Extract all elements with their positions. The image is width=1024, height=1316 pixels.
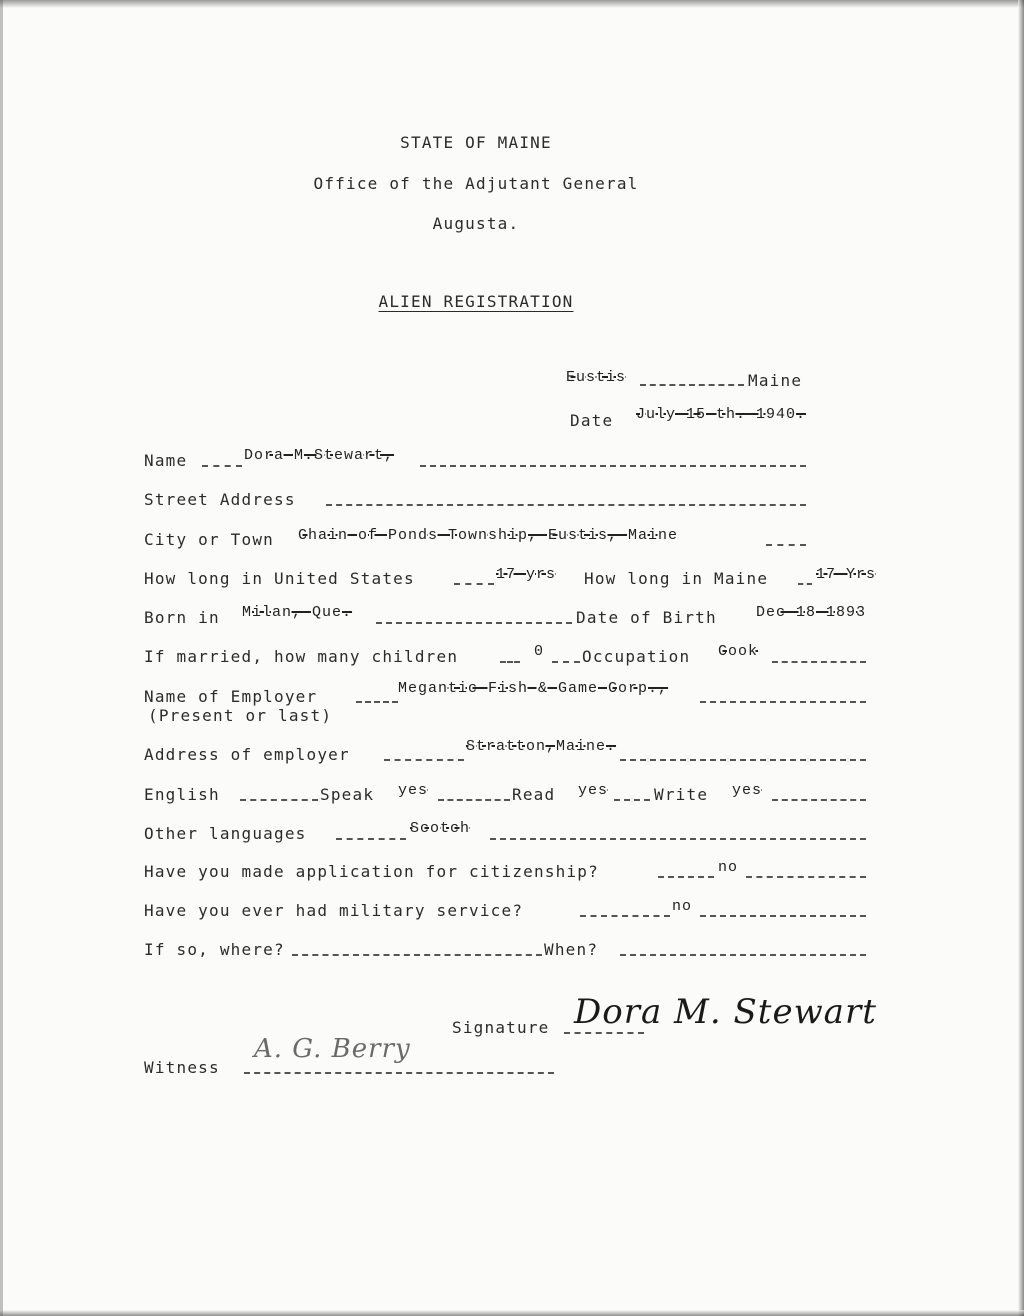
- where-dashes: [292, 954, 542, 956]
- read-label: Read: [512, 785, 556, 804]
- employer-sublabel: (Present or last): [148, 706, 333, 725]
- employer-dashes-b: [700, 701, 866, 703]
- maine-years-label: How long in Maine: [584, 569, 769, 588]
- city-dashes: [766, 544, 806, 546]
- children-dashes-a: [500, 661, 520, 663]
- read-value: yes: [578, 782, 609, 799]
- name-dashes-a: [202, 465, 242, 467]
- header-city: Augusta.: [432, 214, 520, 233]
- languages-dashes-a: [336, 838, 406, 840]
- dob-label: Date of Birth: [576, 608, 717, 627]
- citizenship-dashes-b: [746, 876, 866, 878]
- citizenship-value: no: [718, 859, 739, 876]
- speak-dashes: [438, 799, 510, 801]
- witness-label: Witness: [144, 1058, 220, 1077]
- born-dashes: [376, 622, 572, 624]
- place-state: Maine: [748, 371, 803, 390]
- when-label: When?: [544, 940, 599, 959]
- date-value: July 15 th. 1940.: [636, 406, 807, 423]
- employer-address-label: Address of employer: [144, 745, 350, 764]
- other-languages-label: Other languages: [144, 824, 307, 843]
- other-languages-value: Scotch: [410, 820, 471, 837]
- scan-edge-top: [0, 0, 1024, 8]
- scan-edge-right: [1018, 0, 1024, 1316]
- employer-value: Megantic Fish & Game Corp.,: [398, 680, 669, 697]
- employer-dashes-a: [356, 701, 398, 703]
- address-dashes-a: [384, 759, 464, 761]
- name-dashes-b: [420, 465, 806, 467]
- speak-value: yes: [398, 782, 429, 799]
- children-label: If married, how many children: [144, 647, 459, 666]
- name-label: Name: [144, 451, 188, 470]
- city-label: City or Town: [144, 530, 274, 549]
- children-value: 0: [534, 643, 545, 660]
- military-dashes-a: [580, 915, 670, 917]
- witness-dashes: [244, 1072, 554, 1074]
- place-dashes: [640, 384, 744, 386]
- citizenship-dashes-a: [658, 876, 714, 878]
- us-years-value: 17 yrs: [496, 566, 557, 583]
- place-town: Eustis: [566, 369, 627, 386]
- read-dashes: [614, 799, 650, 801]
- street-label: Street Address: [144, 490, 296, 509]
- date-label: Date: [570, 411, 614, 430]
- address-dashes-b: [620, 759, 866, 761]
- signature-handwritten: Dora M. Stewart: [574, 992, 877, 1032]
- speak-label: Speak: [320, 785, 375, 804]
- occupation-label: Occupation: [582, 647, 691, 666]
- languages-dashes-b: [490, 838, 866, 840]
- employer-address-value: Stratton,Maine.: [466, 738, 617, 755]
- maine-years-value: 17 Yrs: [816, 566, 877, 583]
- where-label: If so, where?: [144, 940, 285, 959]
- scan-edge-bottom: [0, 1310, 1024, 1316]
- children-dashes-b: [552, 661, 580, 663]
- military-value: no: [672, 898, 693, 915]
- military-dashes-b: [700, 915, 866, 917]
- us-dashes: [454, 583, 494, 585]
- witness-handwritten: A. G. Berry: [254, 1034, 411, 1064]
- write-label: Write: [654, 785, 709, 804]
- header-state: STATE OF MAINE: [400, 133, 552, 152]
- write-value: yes: [732, 782, 763, 799]
- english-dashes: [240, 799, 318, 801]
- military-label: Have you ever had military service?: [144, 901, 524, 920]
- maine-dashes: [798, 583, 812, 585]
- born-label: Born in: [144, 608, 220, 627]
- header-office: Office of the Adjutant General: [313, 174, 639, 193]
- street-dashes: [326, 504, 806, 506]
- us-years-label: How long in United States: [144, 569, 415, 588]
- english-label: English: [144, 785, 220, 804]
- employer-label: Name of Employer: [144, 687, 318, 706]
- when-dashes: [620, 954, 866, 956]
- citizenship-label: Have you made application for citizenship?: [144, 862, 599, 881]
- write-dashes: [772, 799, 866, 801]
- form-title: ALIEN REGISTRATION: [378, 292, 574, 311]
- occupation-value: Cook: [718, 643, 759, 660]
- signature-dashes: [564, 1032, 644, 1034]
- scan-edge-left: [0, 0, 3, 1316]
- signature-label: Signature: [452, 1018, 550, 1037]
- born-value: Milan, Que.: [242, 604, 353, 621]
- occupation-dashes: [772, 661, 866, 663]
- dob-value: Dec 18 1893: [756, 604, 867, 621]
- name-value: Dora M.Stewart,: [244, 447, 395, 464]
- city-value: Chain of Ponds Township, Eustis, Maine: [298, 527, 679, 544]
